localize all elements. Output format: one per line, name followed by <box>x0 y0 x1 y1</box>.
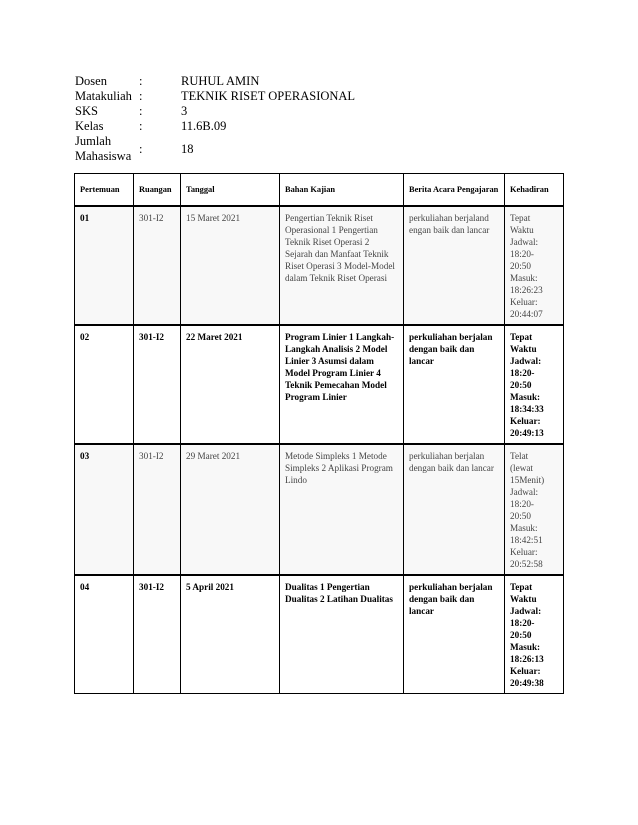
tanggal-cell: 5 April 2021 <box>181 575 280 694</box>
column-header: Ruangan <box>134 174 181 207</box>
kehadiran-line: 20:50 <box>510 630 532 640</box>
kehadiran-line: 20:44:07 <box>510 309 543 319</box>
kehadiran-line: Tepat <box>510 213 531 223</box>
jumlah-label-line1: Jumlah <box>75 134 112 148</box>
kehadiran-line: 20:50 <box>510 511 531 521</box>
dosen-label: Dosen <box>75 74 107 88</box>
colon: : <box>139 141 143 156</box>
berita-acara-cell: perkuliahan berjaland engan baik dan lancar <box>404 206 505 325</box>
sks-label: SKS <box>75 104 98 118</box>
table-row <box>75 575 564 694</box>
kehadiran-line: Keluar: <box>510 297 538 307</box>
kehadiran-line: 18:20- <box>510 499 534 509</box>
kehadiran-line: Tepat <box>510 332 533 342</box>
sks-value: 3 <box>181 104 188 118</box>
berita-acara-cell: perkuliahan berjalan dengan baik dan lancar <box>404 444 505 575</box>
kehadiran-line: 18:26:23 <box>510 285 543 295</box>
bahan-kajian-cell: Program Linier 1 Langkah- Langkah Analisis 2 Model Linier 3 Asumsi dalam Model Program Linier 4 Teknik Pemecahan Model Program Linier <box>280 325 404 444</box>
kehadiran-line: 20:49:38 <box>510 678 544 688</box>
attendance-table <box>74 173 564 694</box>
pertemuan-cell: 02 <box>75 325 134 444</box>
kehadiran-line: 18:42:51 <box>510 535 543 545</box>
table-row <box>75 444 564 575</box>
table-row <box>75 206 564 325</box>
kehadiran-line: 20:49:13 <box>510 428 544 438</box>
matakuliah-label: Matakuliah <box>75 89 132 103</box>
column-header: Pertemuan <box>75 174 134 207</box>
tanggal-cell: 22 Maret 2021 <box>181 325 280 444</box>
pertemuan-cell: 04 <box>75 575 134 694</box>
kehadiran-line: Masuk: <box>510 642 541 652</box>
jumlah-label-line2: Mahasiswa <box>75 149 132 163</box>
column-header: Tanggal <box>181 174 280 207</box>
ruangan-cell: 301-I2 <box>134 206 181 325</box>
kehadiran-line: 18:20- <box>510 618 535 628</box>
column-header: Bahan Kajian <box>280 174 404 207</box>
table-header-row <box>75 174 564 207</box>
kehadiran-line: Waktu <box>510 225 534 235</box>
kehadiran-line: 20:50 <box>510 261 531 271</box>
kehadiran-line: 18:34:33 <box>510 404 544 414</box>
ruangan-cell: 301-I2 <box>134 575 181 694</box>
tanggal-cell: 15 Maret 2021 <box>181 206 280 325</box>
bahan-kajian-cell: Pengertian Teknik Riset Operasional 1 Pengertian Teknik Riset Operasi 2 Sejarah dan Manfaat Teknik Riset Operasi 3 Model-Model dalam Teknik Riset Operasi <box>280 206 404 325</box>
jumlah-mahasiswa-value: 18 <box>181 141 194 156</box>
kehadiran-line: Masuk: <box>510 523 538 533</box>
colon: : <box>139 119 143 133</box>
kehadiran-line: 15Menit) <box>510 475 545 485</box>
pertemuan-cell: 01 <box>75 206 134 325</box>
dosen-value: RUHUL AMIN <box>181 74 260 88</box>
column-header: Berita Acara Pengajaran <box>404 174 505 207</box>
kehadiran-line: Keluar: <box>510 416 541 426</box>
kehadiran-line: Jadwal: <box>510 487 539 497</box>
kehadiran-line: 18:20- <box>510 368 535 378</box>
kehadiran-line: 18:20- <box>510 249 534 259</box>
kehadiran-line: 20:50 <box>510 380 532 390</box>
berita-acara-cell: perkuliahan berjalan dengan baik dan lancar <box>404 325 505 444</box>
kelas-value: 11.6B.09 <box>181 119 227 133</box>
ruangan-cell: 301-I2 <box>134 444 181 575</box>
tanggal-cell: 29 Maret 2021 <box>181 444 280 575</box>
pertemuan-cell: 03 <box>75 444 134 575</box>
table-row <box>75 325 564 444</box>
kehadiran-line: (lewat <box>510 463 533 473</box>
course-info <box>75 74 441 164</box>
kehadiran-line: Waktu <box>510 344 537 354</box>
column-header: Kehadiran <box>505 174 564 207</box>
kehadiran-cell <box>505 206 564 325</box>
kehadiran-line: Jadwal: <box>510 606 542 616</box>
kehadiran-line: Masuk: <box>510 273 538 283</box>
kehadiran-line: Waktu <box>510 594 537 604</box>
colon: : <box>139 89 143 103</box>
kehadiran-line: Keluar: <box>510 666 541 676</box>
kehadiran-line: Jadwal: <box>510 237 539 247</box>
bahan-kajian-cell: Dualitas 1 Pengertian Dualitas 2 Latihan Dualitas <box>280 575 404 694</box>
kehadiran-line: Telat <box>510 451 529 461</box>
ruangan-cell: 301-I2 <box>134 325 181 444</box>
matakuliah-value: TEKNIK RISET OPERASIONAL <box>181 89 356 103</box>
kehadiran-line: 18:26:13 <box>510 654 544 664</box>
jumlah-mahasiswa-label <box>75 134 139 164</box>
kelas-label: Kelas <box>75 119 104 133</box>
colon: : <box>139 74 143 88</box>
kehadiran-cell <box>505 575 564 694</box>
berita-acara-cell: perkuliahan berjalan dengan baik dan lancar <box>404 575 505 694</box>
kehadiran-line: 20:52:58 <box>510 559 543 569</box>
kehadiran-cell <box>505 325 564 444</box>
kehadiran-line: Masuk: <box>510 392 541 402</box>
kehadiran-line: Jadwal: <box>510 356 542 366</box>
kehadiran-line: Tepat <box>510 582 533 592</box>
bahan-kajian-cell: Metode Simpleks 1 Metode Simpleks 2 Aplikasi Program Lindo <box>280 444 404 575</box>
colon: : <box>139 104 143 118</box>
kehadiran-line: Keluar: <box>510 547 538 557</box>
kehadiran-cell <box>505 444 564 575</box>
